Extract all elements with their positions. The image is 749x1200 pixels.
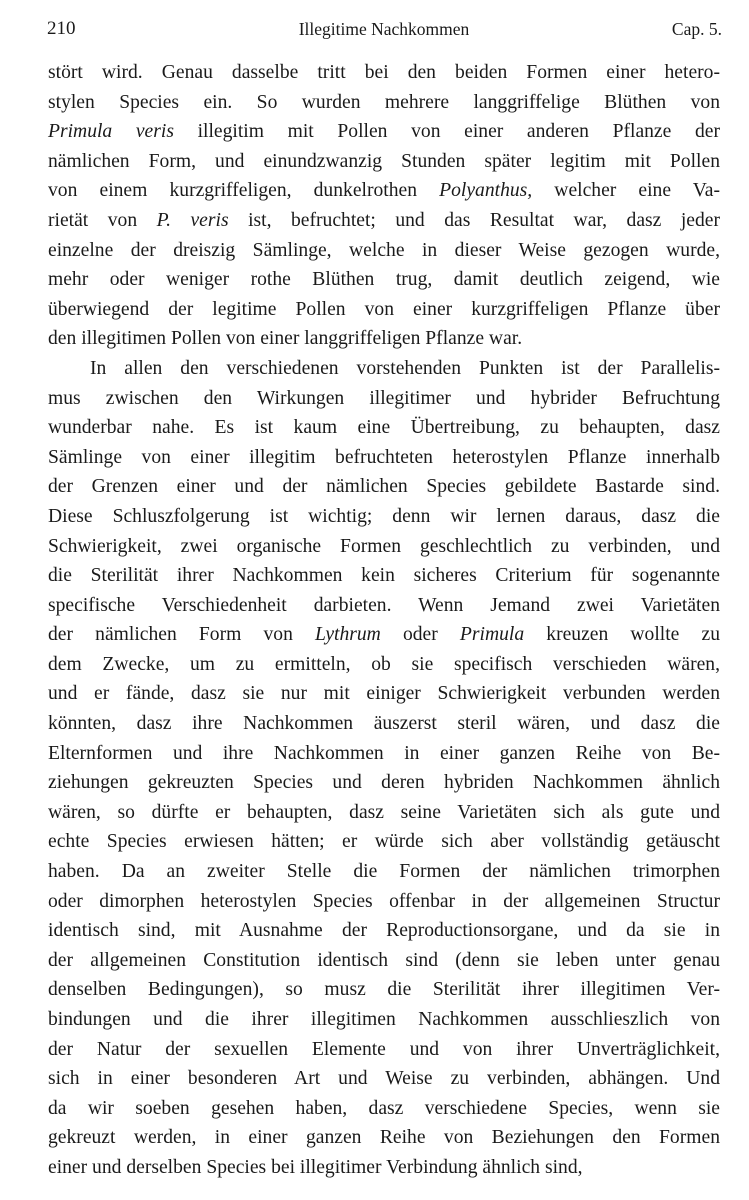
running-header: [48, 14, 720, 48]
text-line: [48, 709, 720, 739]
text-run: oder dimorphen heterostylen Species offenbar in der allgemeinen Structur: [48, 890, 720, 912]
text-run: der nämlichen Form von: [48, 624, 315, 646]
text-run: wären, so dürfte er behaupten, dasz seine Varietäten sich als gute und: [48, 801, 720, 823]
body-text: [48, 58, 720, 1183]
text-line: [48, 679, 720, 709]
text-run: bindungen und die ihrer illegitimen Nachkommen ausschlieszlich von: [48, 1009, 720, 1030]
italic-text: Polyanthus,: [439, 180, 533, 202]
text-run: da wir soeben gesehen haben, dasz verschiedene Species, wenn sie: [48, 1097, 720, 1119]
chapter-label: Cap. 5.: [671, 19, 722, 39]
text-line: [48, 650, 720, 680]
text-run: rietät von: [48, 209, 157, 231]
text-run: überwiegend der legitime Pollen von einer kurzgriffeligen Pflanze über: [48, 298, 720, 320]
text-run: Elternformen und ihre Nachkommen in einer ganzen Reihe von Be-: [48, 742, 720, 764]
text-line: [48, 176, 720, 206]
text-run: specifische Verschiedenheit darbieten. Wenn Jemand zwei Varietäten: [48, 594, 720, 616]
text-line: [48, 472, 720, 502]
text-run: von einem kurzgriffeligen, dunkelrothen: [48, 180, 440, 202]
text-run: oder: [380, 624, 460, 646]
text-run: ziehungen gekreuzten Species und deren hybriden Nachkommen ähnlich: [48, 772, 720, 794]
text-line: [48, 1035, 720, 1065]
text-run: Diese Schluszfolgerung ist wichtig; denn wir lernen daraus, dasz die: [48, 505, 720, 527]
text-line: [48, 857, 720, 887]
text-line: [48, 147, 720, 177]
running-title: Illegitime Nachkommen: [298, 19, 470, 39]
text-run: sich in einer besonderen Art und Weise zu verbinden, abhängen. Und: [48, 1068, 720, 1090]
text-run: und er fände, dasz sie nur mit einiger Schwierigkeit verbunden werden: [48, 683, 720, 705]
text-run: stylen Species ein. So wurden mehrere langgriffelige Blüthen von: [48, 91, 720, 113]
text-run: welcher eine Va-: [532, 180, 720, 202]
text-line: [48, 798, 720, 828]
text-run: haben. Da an zweiter Stelle die Formen der nämlichen trimorphen: [48, 861, 720, 883]
text-run: Schwierigkeit, zwei organische Formen geschlechtlich zu verbinden, und: [48, 535, 720, 557]
text-run: die Sterilität ihrer Nachkommen kein sicheres Criterium für sogenannte: [48, 565, 720, 587]
italic-text: Primula veris: [48, 121, 174, 143]
text-run: nämlichen Form, und einundzwanzig Stunden später legitim mit Pollen: [48, 150, 720, 172]
text-run: ist, befruchtet; und das Resultat war, dasz jeder: [228, 209, 721, 231]
text-line: [48, 916, 720, 946]
text-run: identisch sind, mit Ausnahme der Reproductionsorgane, und da sie in: [48, 920, 720, 942]
text-line: [48, 295, 720, 325]
text-line: [48, 591, 720, 621]
book-page: [48, 14, 720, 1183]
text-run: könnten, dasz ihre Nachkommen äuszerst steril wären, und dasz die: [48, 713, 720, 735]
text-line: [48, 502, 720, 532]
text-line: [48, 413, 720, 443]
text-line: [48, 384, 720, 414]
text-run: Sämlinge von einer illegitim befruchteten heterostylen Pflanze innerhalb: [48, 446, 720, 468]
text-line: [48, 1094, 720, 1124]
text-line: [48, 1064, 720, 1094]
text-line: [48, 443, 720, 473]
text-line: [48, 827, 720, 857]
text-run: illegitim mit Pollen von einer anderen Pflanze der: [173, 121, 720, 143]
text-run: einer und derselben Species bei illegitimer Verbindung ähnlich sind,: [48, 1156, 583, 1178]
text-line: [48, 206, 720, 236]
text-run: kreuzen wollte zu: [524, 624, 720, 646]
text-run: echte Species erwiesen hätten; er würde sich aber vollständig getäuscht: [48, 831, 720, 853]
text-run: der allgemeinen Constitution identisch sind (denn sie leben unter genau: [48, 949, 720, 971]
text-line: [48, 739, 720, 769]
text-run: mus zwischen den Wirkungen illegitimer und hybrider Befruchtung: [48, 387, 720, 409]
text-run: der Natur der sexuellen Elemente und von ihrer Unverträglichkeit,: [48, 1038, 720, 1060]
text-line: [48, 532, 720, 562]
text-line: [48, 887, 720, 917]
text-run: In allen den verschiedenen vorstehenden Punkten ist der Parallelis-: [90, 357, 720, 379]
text-run: wunderbar nahe. Es ist kaum eine Übertreibung, zu behaupten, dasz: [48, 417, 720, 439]
text-line: [48, 620, 720, 650]
text-run: stört wird. Genau dasselbe tritt bei den beiden Formen einer hetero-: [48, 62, 720, 83]
paragraph: [48, 58, 720, 354]
text-run: dem Zwecke, um zu ermitteln, ob sie specifisch verschieden wären,: [48, 653, 720, 675]
text-line: [48, 1123, 720, 1153]
text-line: [48, 946, 720, 976]
text-line: [48, 768, 720, 798]
italic-text: Lythrum: [315, 624, 381, 646]
text-run: den illegitimen Pollen von einer langgriffeligen Pflanze war.: [48, 328, 523, 350]
page-number: 210: [47, 18, 76, 39]
text-line: [48, 58, 720, 88]
italic-text: P. veris: [156, 209, 229, 231]
text-run: einzelne der dreiszig Sämlinge, welche in dieser Weise gezogen wurde,: [48, 239, 720, 261]
text-line: [48, 117, 720, 147]
text-run: der Grenzen einer und der nämlichen Species gebildete Bastarde sind.: [48, 476, 720, 498]
text-run: denselben Bedingungen), so musz die Sterilität ihrer illegitimen Ver-: [48, 979, 720, 1001]
text-line: [48, 354, 720, 384]
text-run: mehr oder weniger rothe Blüthen trug, damit deutlich zeigend, wie: [48, 269, 720, 291]
text-line: [48, 975, 720, 1005]
text-line: [48, 265, 720, 295]
text-line: [48, 236, 720, 266]
text-line: [48, 88, 720, 118]
paragraph: [48, 354, 720, 1183]
italic-text: Primula: [459, 624, 525, 646]
text-line: [48, 1153, 720, 1183]
text-line: [48, 561, 720, 591]
text-line: [48, 324, 720, 354]
text-line: [48, 1005, 720, 1035]
text-run: gekreuzt werden, in einer ganzen Reihe von Beziehungen den Formen: [48, 1127, 720, 1149]
